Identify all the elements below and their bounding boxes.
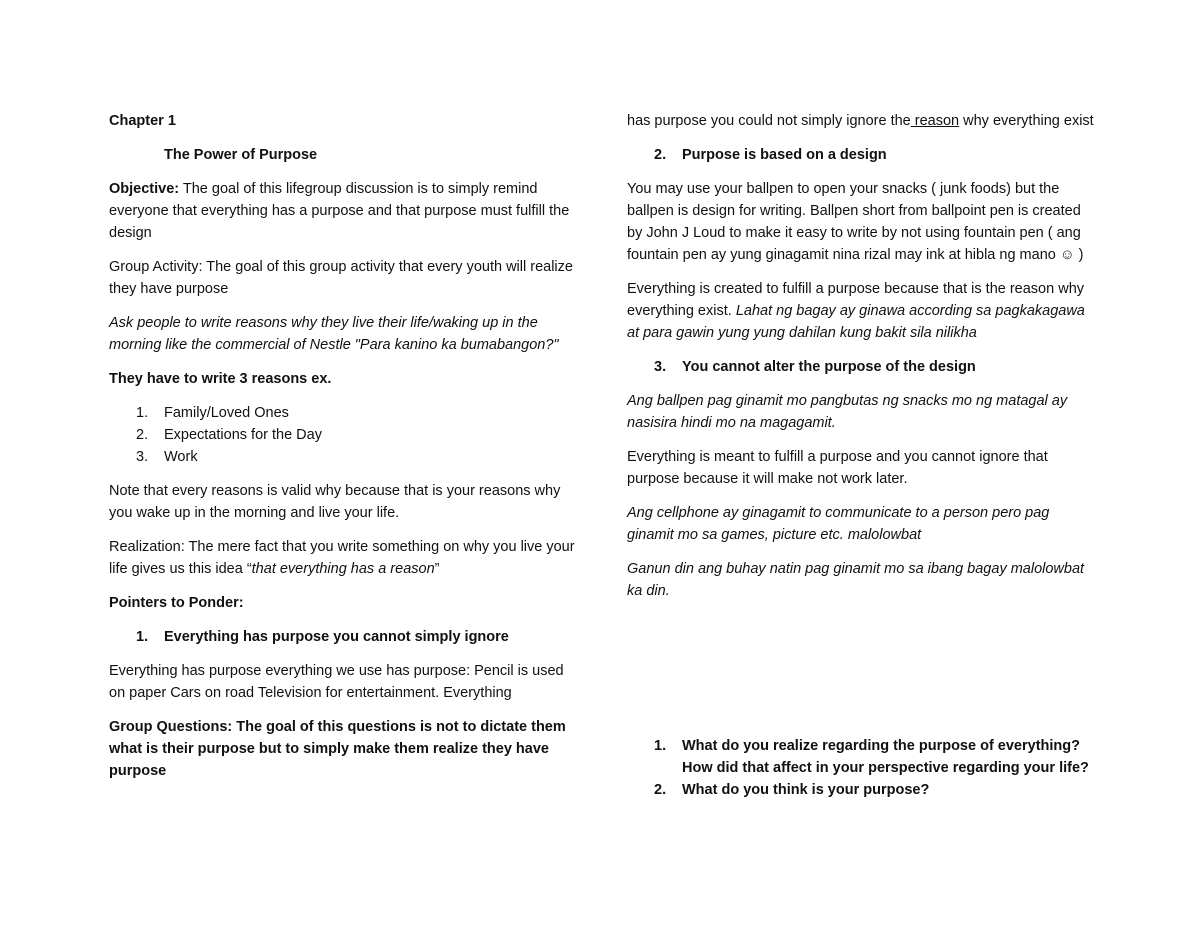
group-activity-paragraph: Group Activity: The goal of this group activity that every youth will realize they have purpose	[109, 259, 573, 297]
list-number: 2.	[136, 427, 149, 443]
objective-label: Objective:	[109, 181, 180, 197]
created-italic: Lahat ng bagay ay ginawa according sa pagkakagawa at para gawin yung yung dahilan kung bakit sila nilikha	[627, 303, 1085, 341]
pointers-heading: Pointers to Ponder:	[109, 595, 244, 611]
meant-paragraph: Everything is meant to fulfill a purpose and you cannot ignore that purpose because it will make not work later.	[627, 449, 1048, 487]
objective-text: The goal of this lifegroup discussion is to simply remind everyone that everything has a purpose and that purpose must fulfill the design	[109, 181, 570, 241]
ang-ballpen-paragraph: Ang ballpen pag ginamit mo pangbutas ng snacks mo ng matagal ay nasisira hindi mo na magagamit.	[627, 393, 1068, 431]
list-number: 3.	[136, 449, 149, 465]
chapter-label: Chapter 1	[109, 113, 176, 129]
list-number: 1.	[654, 738, 667, 754]
note-paragraph: Note that every reasons is valid why because that is your reasons why you wake up in the morning and live your life.	[109, 483, 561, 521]
objective-paragraph	[109, 178, 579, 244]
list-text: Expectations for the Day	[164, 427, 322, 443]
ballpen-paragraph: You may use your ballpen to open your snacks ( junk foods) but the ballpen is design for writing. Ballpen short from ballpoint pen is created by John J Loud to make it easy to write by not using fountain pen ( ang fountain pen ay yung ginagamit nina rizal may ink at hibla ng mano ☺ )	[627, 181, 1084, 263]
pointer-2-heading: Purpose is based on a design	[682, 147, 887, 163]
pointer-1-list	[109, 626, 579, 648]
list-item	[627, 144, 1097, 166]
write-reasons-heading: They have to write 3 reasons ex.	[109, 371, 332, 387]
ask-paragraph: Ask people to write reasons why they live their life/waking up in the morning like the commercial of Nestle "Para kanino ka bumabangon?"	[109, 315, 559, 353]
ganun-paragraph: Ganun din ang buhay natin pag ginamit mo sa ibang bagay malolowbat ka din.	[627, 561, 1085, 599]
questions-list	[627, 735, 1097, 801]
pointer-3-heading: You cannot alter the purpose of the design	[682, 359, 976, 375]
questions-block	[627, 735, 1097, 813]
cellphone-paragraph: Ang cellphone ay ginagamit to communicate to a person pero pag ginamit mo sa games, picture etc. malolowbat	[627, 505, 1050, 543]
reasons-list	[109, 402, 579, 468]
pointer-1-paragraph: Everything has purpose everything we use has purpose: Pencil is used on paper Cars on road Television for entertainment. Everything	[109, 663, 564, 701]
list-text: Family/Loved Ones	[164, 405, 289, 421]
created-text: Everything is created to fulfill a purpose because that is the reason why everything exist.	[627, 281, 1085, 319]
list-item	[627, 735, 1097, 779]
list-number: 3.	[654, 359, 667, 375]
list-item	[109, 626, 579, 648]
realization-suffix: ”	[434, 561, 440, 577]
right-column	[627, 110, 1097, 614]
realization-italic: that everything has a reason	[251, 561, 435, 577]
chapter-title: The Power of Purpose	[164, 147, 318, 163]
left-column	[109, 110, 579, 794]
pointer-1-heading: Everything has purpose you cannot simply ignore	[164, 629, 509, 645]
question-text: What do you think is your purpose?	[682, 782, 930, 798]
pointer-2-list	[627, 144, 1097, 166]
list-item	[109, 446, 579, 468]
created-paragraph	[627, 278, 1097, 344]
realization-paragraph	[109, 536, 579, 580]
list-text: Work	[164, 449, 198, 465]
list-item	[109, 424, 579, 446]
continuation-paragraph	[627, 110, 1097, 132]
continuation-suffix: why everything exist	[959, 113, 1094, 129]
pointer-3-list	[627, 356, 1097, 378]
group-questions-paragraph: Group Questions: The goal of this questions is not to dictate them what is their purpose but to simply make them realize they have purpose	[109, 719, 566, 779]
list-number: 2.	[654, 782, 667, 798]
continuation-prefix: has purpose you could not simply ignore the	[627, 113, 911, 129]
list-item	[109, 402, 579, 424]
list-number: 1.	[136, 405, 149, 421]
list-number: 2.	[654, 147, 667, 163]
continuation-underline: reason	[910, 113, 960, 129]
list-number: 1.	[136, 629, 149, 645]
list-item	[627, 779, 1097, 801]
list-item	[627, 356, 1097, 378]
question-text: What do you realize regarding the purpose of everything? How did that affect in your perspective regarding your life?	[682, 738, 1089, 776]
realization-prefix: Realization: The mere fact that you write something on why you live your life gives us this idea “	[109, 539, 575, 577]
